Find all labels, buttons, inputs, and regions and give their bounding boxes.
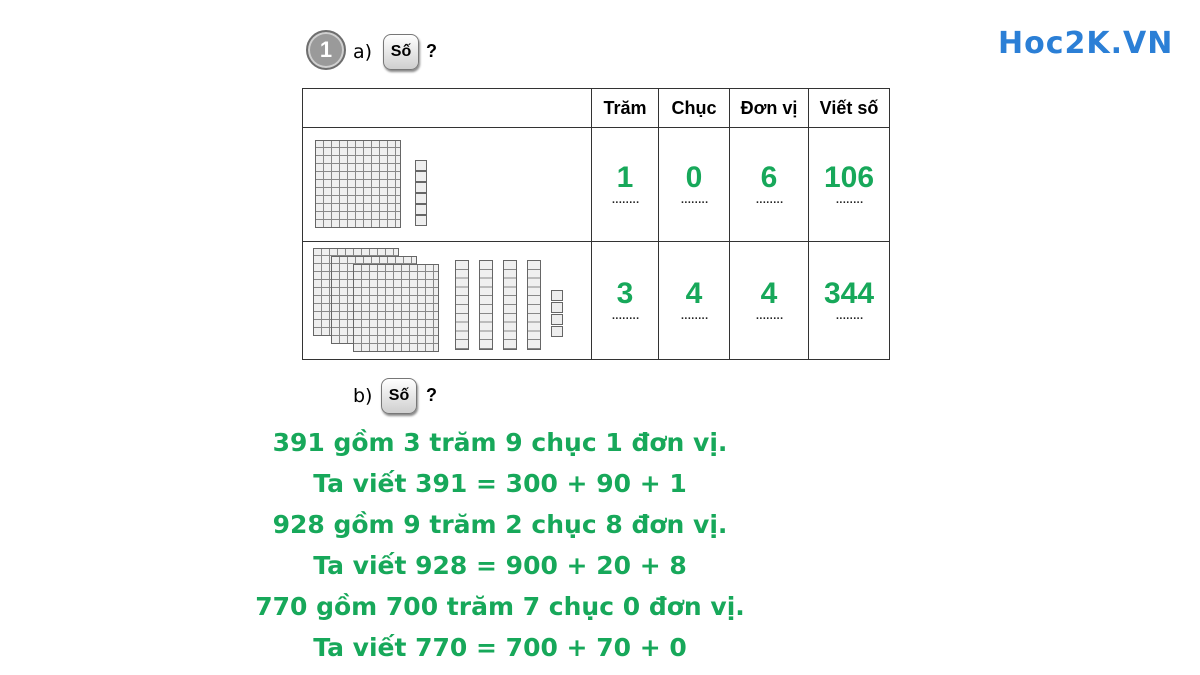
header-don-vi: Đơn vị [730,89,809,128]
answer-value: 3 [616,276,634,310]
header-viet-so: Viết số [809,89,890,128]
cell-tram [592,242,659,360]
answer-dots: ........ [611,189,639,207]
ten-rod [479,260,493,350]
cell-chuc [659,242,730,360]
exercise-number-badge: 1 [306,30,346,70]
answer-value: 0 [685,160,703,194]
answer-dots: ........ [680,189,708,207]
part-b-question-mark: ? [426,385,437,405]
header-tram: Trăm [592,89,659,128]
hundred-flat [315,140,401,228]
cell-viet-so [809,128,890,242]
cell-viet-so [809,242,890,360]
answer-value: 4 [760,276,778,310]
place-value-table [302,88,890,360]
blocks-picture-344 [303,242,592,360]
ten-rod [503,260,517,350]
part-b-so-badge: Số [381,378,417,414]
answer-line: Ta viết 928 = 900 + 20 + 8 [313,551,687,580]
answer-value: 1 [616,160,634,194]
answer-line: 391 gồm 3 trăm 9 chục 1 đơn vị. [272,428,728,457]
answer-value: 4 [685,276,703,310]
unit-cube [415,160,427,171]
table-row [303,242,890,360]
unit-cube [415,171,427,182]
unit-cube [415,215,427,226]
part-b-label: b) [353,385,373,407]
unit-cube [551,326,563,337]
part-a-so-badge: Số [383,34,419,70]
part-a-label: a) [353,41,373,63]
answer-value: 106 [823,160,875,194]
unit-cube [415,193,427,204]
answer-line: 928 gồm 9 trăm 2 chục 8 đơn vị. [272,510,728,539]
answer-dots: ........ [755,305,783,323]
answer-dots: ........ [611,305,639,323]
answer-value: 6 [760,160,778,194]
answer-line: Ta viết 770 = 700 + 70 + 0 [313,633,687,662]
answer-dots: ........ [680,305,708,323]
hundred-flat [353,264,439,352]
ten-rod [455,260,469,350]
cell-don-vi [730,128,809,242]
answer-line: 770 gồm 700 trăm 7 chục 0 đơn vị. [255,592,745,621]
answer-value: 344 [823,276,875,310]
blocks-picture-106 [303,128,592,242]
unit-cube [415,204,427,215]
answer-dots: ........ [755,189,783,207]
site-logo: Hoc2K.VN [998,26,1174,61]
header-picture-cell [303,89,592,128]
cell-chuc [659,128,730,242]
table-header-row [303,89,890,128]
ten-rod [527,260,541,350]
answer-line: Ta viết 391 = 300 + 90 + 1 [313,469,687,498]
cell-don-vi [730,242,809,360]
unit-cube [415,182,427,193]
unit-cube [551,290,563,301]
unit-cube [551,302,563,313]
header-chuc: Chục [659,89,730,128]
cell-tram [592,128,659,242]
table-row [303,128,890,242]
part-a-question-mark: ? [426,41,437,61]
answer-dots: ........ [835,189,863,207]
unit-cube [551,314,563,325]
answer-dots: ........ [835,305,863,323]
